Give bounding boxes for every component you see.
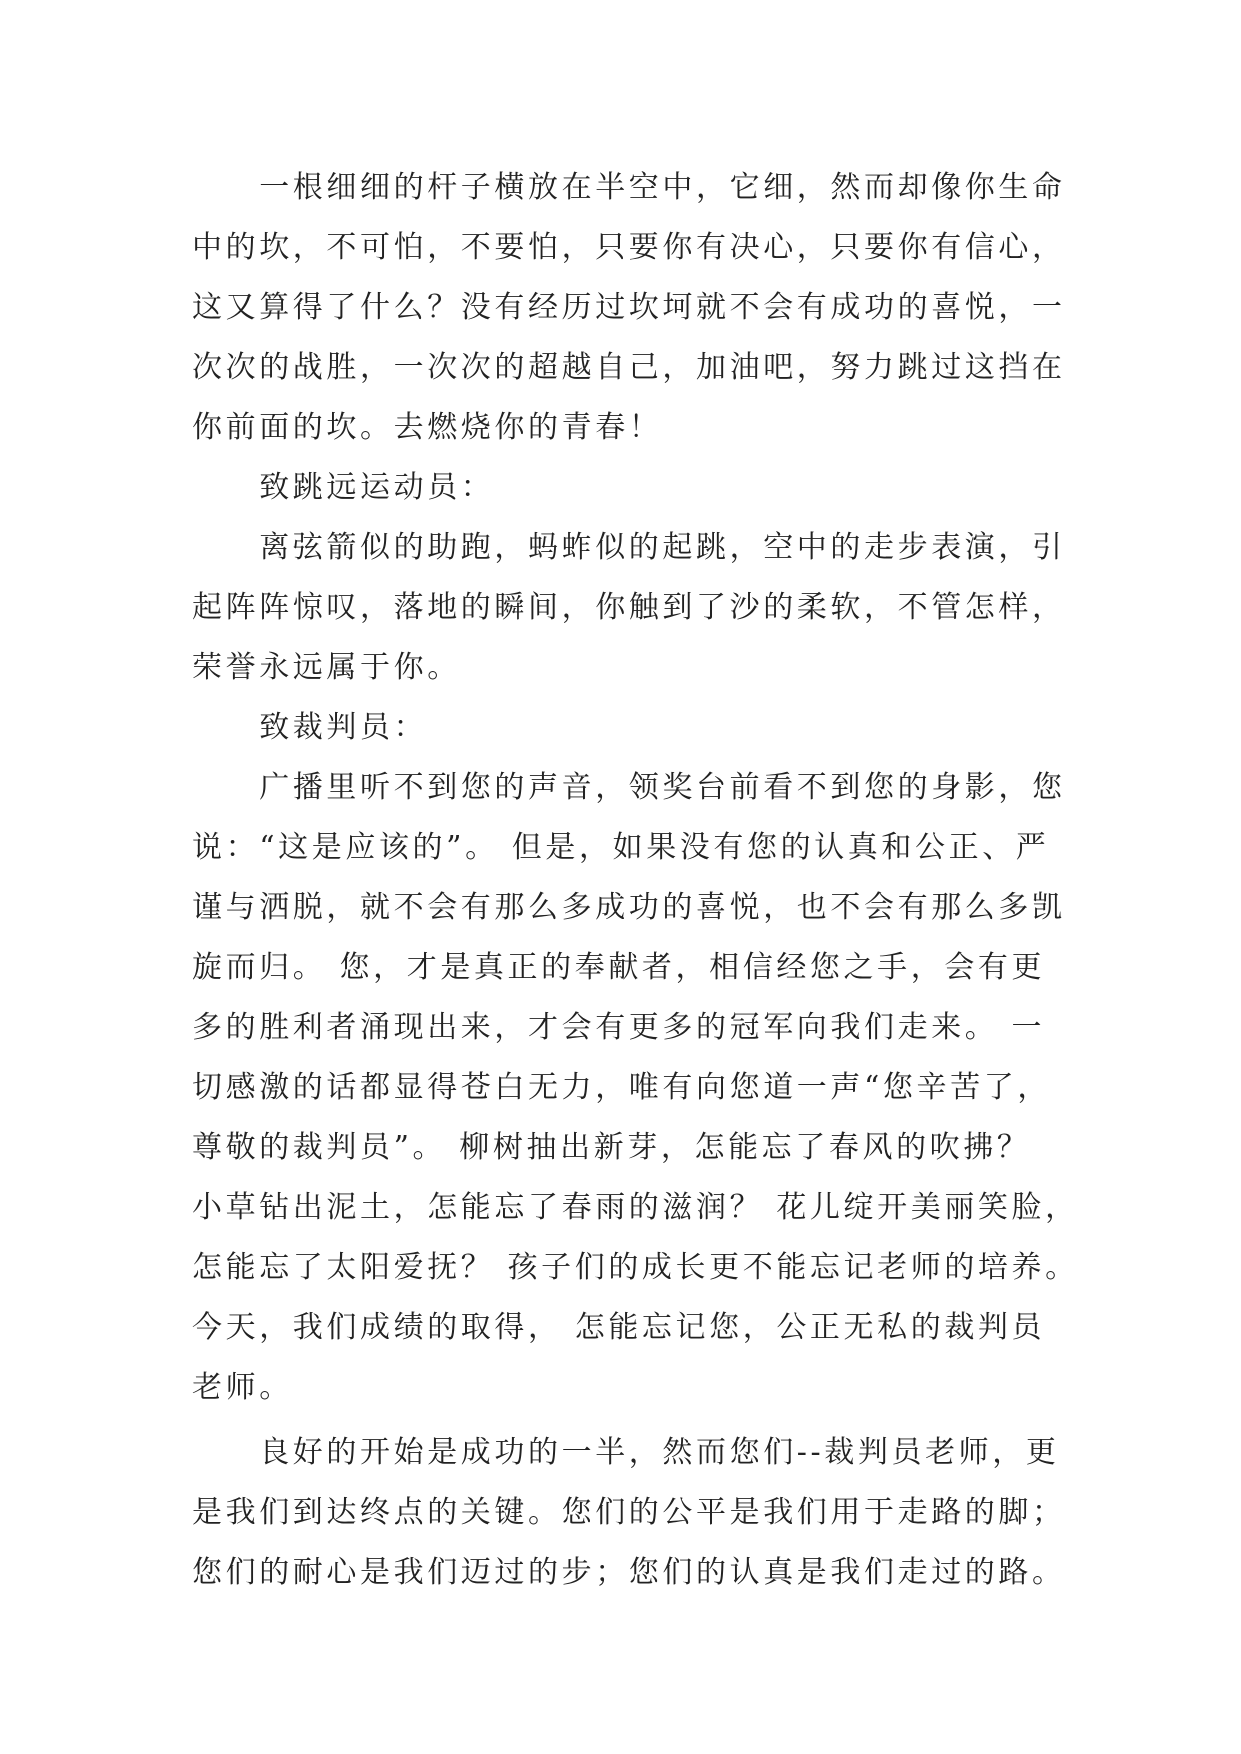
body-text [192,158,1079,1603]
text-line: 谨与洒脱，就不会有那么多成功的喜悦，也不会有那么多凯 [192,890,1066,925]
text-line: 广播里听不到您的声音，领奖台前看不到您的身影，您 [192,770,1066,805]
heading-referee: 致裁判员： [192,710,428,745]
text-line: 一根细细的杆子横放在半空中，它细，然而却像你生命 [192,170,1066,205]
text-line: 您们的耐心是我们迈过的步；您们的认真是我们走过的路。 [192,1555,1066,1590]
text-line: 尊敬的裁判员”。 柳树抽出新芽，怎能忘了春风的吹拂？ [192,1130,1031,1165]
text-line: 说：“这是应该的”。 但是，如果没有您的认真和公正、严 [192,830,1050,865]
text-line: 你前面的坎。去燃烧你的青春！ [192,410,663,445]
text-line: 旋而归。 您，才是真正的奉献者，相信经您之手，会有更 [192,950,1046,985]
text-line: 多的胜利者涌现出来，才会有更多的冠军向我们走来。 一 [192,1010,1046,1045]
text-line: 切感激的话都显得苍白无力，唯有向您道一声“您辛苦了， [192,1070,1051,1105]
text-line: 这又算得了什么？没有经历过坎坷就不会有成功的喜悦，一 [192,290,1066,325]
text-line: 今天，我们成绩的取得， 怎能忘记您，公正无私的裁判员 [192,1310,1046,1345]
text-line: 良好的开始是成功的一半，然而您们--裁判员老师，更 [192,1435,1060,1470]
text-line: 离弦箭似的助跑，蚂蚱似的起跳，空中的走步表演，引 [192,530,1066,565]
heading-long-jump: 致跳远运动员： [192,470,495,505]
text-line: 怎能忘了太阳爱抚？ 孩子们的成长更不能忘记老师的培养。 [192,1250,1079,1285]
text-line: 小草钻出泥土，怎能忘了春雨的滋润？ 花儿绽开美丽笑脸， [192,1190,1079,1225]
text-line: 次次的战胜，一次次的超越自己，加油吧，努力跳过这挡在 [192,350,1066,385]
text-line: 起阵阵惊叹，落地的瞬间，你触到了沙的柔软，不管怎样， [192,590,1066,625]
text-line: 中的坎，不可怕，不要怕，只要你有决心，只要你有信心， [192,230,1066,265]
text-line: 老师。 [192,1370,293,1405]
text-line: 荣誉永远属于你。 [192,650,461,685]
text-line: 是我们到达终点的关键。您们的公平是我们用于走路的脚； [192,1495,1066,1530]
